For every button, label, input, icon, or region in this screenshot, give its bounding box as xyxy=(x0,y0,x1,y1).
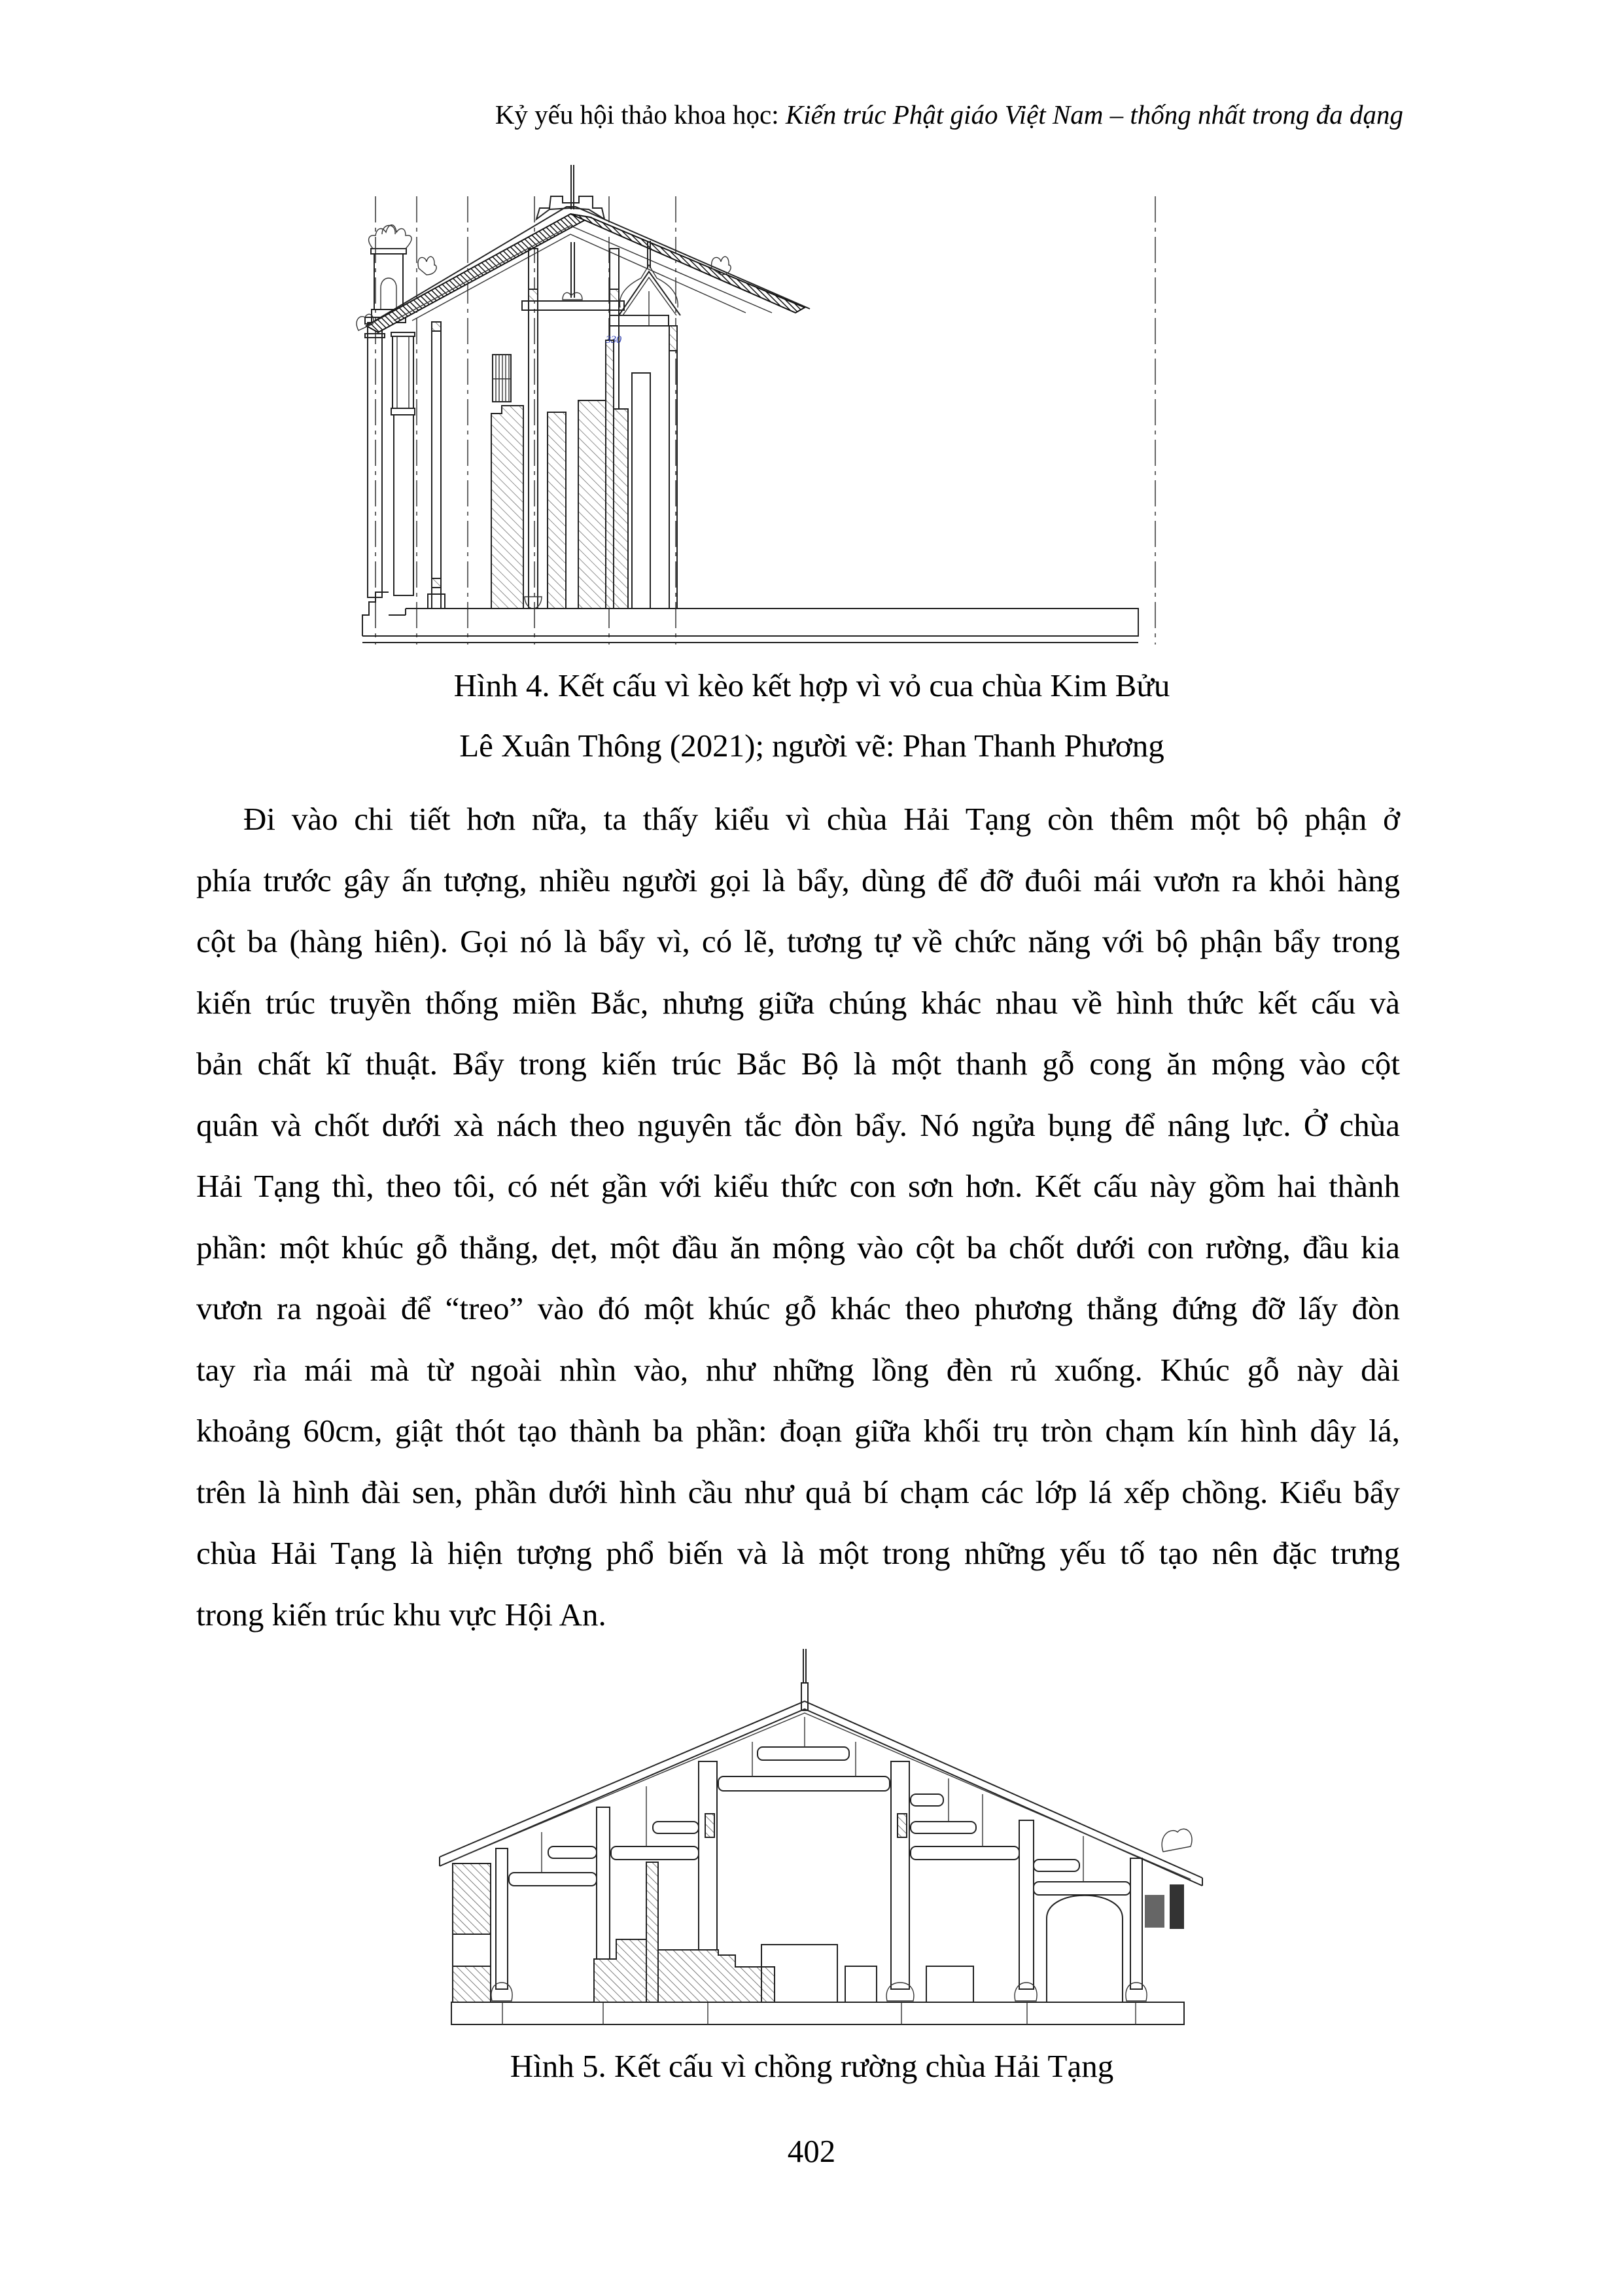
figure-4-drawing xyxy=(353,157,1295,654)
figure-5-drawing xyxy=(425,1636,1236,2041)
figure-5-svg xyxy=(425,1636,1236,2041)
body-line: bản chất kĩ thuật. Bẩy trong kiến trúc Bắc Bộ là một thanh gỗ cong ăn mộng vào cột xyxy=(196,1046,1400,1082)
arch-doorway xyxy=(1047,1896,1123,2002)
figure-4-svg xyxy=(353,157,1295,654)
body-line: kiến trúc truyền thống miền Bắc, nhưng giữa chúng khác nhau về hình thức kết cấu và xyxy=(196,984,1400,1021)
altars xyxy=(761,1945,973,2002)
plinth xyxy=(362,592,1138,643)
main-roof xyxy=(440,1649,1202,1886)
page-number: 402 xyxy=(787,2133,836,2169)
figure-4-credit: Lê Xuân Thông (2021); người vẽ: Phan Thanh Phương xyxy=(459,728,1164,764)
body-line: phần: một khúc gỗ thẳng, dẹt, một đầu ăn mộng vào cột ba chốt dưới con rường, đầu kia xyxy=(196,1229,1400,1265)
running-header xyxy=(393,98,1403,131)
body-line: trong kiến trúc khu vực Hội An. xyxy=(196,1596,606,1633)
running-header-title: Kiến trúc Phật giáo Việt Nam – thống nhất trong đa dạng xyxy=(785,99,1403,130)
body-line: tay rìa mái mà từ ngoài nhìn vào, như những lồng đèn rủ xuống. Khúc gỗ này dài xyxy=(196,1351,1400,1388)
body-line: khoảng 60cm, giật thót tạo thành ba phần: đoạn giữa khối trụ tròn chạm kín hình dây lá, xyxy=(196,1413,1400,1449)
plinth xyxy=(451,2002,1184,2024)
body-line: Đi vào chi tiết hơn nữa, ta thấy kiểu vì chùa Hải Tạng còn thêm một bộ phận ở xyxy=(243,801,1400,837)
body-paragraph xyxy=(196,788,1400,1645)
body-line: chùa Hải Tạng là hiện tượng phổ biến và là một trong những yếu tố tạo nên đặc trưng xyxy=(196,1535,1400,1571)
body-line: Hải Tạng thì, theo tôi, có nét gần với kiểu thức con sơn hơn. Kết cấu này gồm hai thành xyxy=(196,1168,1400,1204)
bracket-ornaments xyxy=(1145,1829,1192,1929)
body-line: trên là hình đài sen, phần dưới hình cầu như quả bí chạm các lớp lá xếp chồng. Kiểu bẩy xyxy=(196,1474,1400,1510)
body-line: quân và chốt dưới xà nách theo nguyên tắc đòn bẩy. Nó ngửa bụng để nâng lực. Ở chùa xyxy=(196,1106,1400,1143)
dimension-label: 330 xyxy=(606,334,621,345)
figure-5-caption: Hình 5. Kết cấu vì chồng rường chùa Hải Tạng xyxy=(510,2048,1114,2084)
body-line: vươn ra ngoài để “treo” vào đó một khúc gỗ khác theo phương thẳng đứng đỡ lấy đòn xyxy=(196,1290,1400,1326)
king-post xyxy=(563,242,582,300)
stacked-beams xyxy=(509,1717,1130,1895)
lotus-tower xyxy=(365,225,415,597)
figure-4-caption: Hình 4. Kết cấu vì kèo kết hợp vì vỏ cua chùa Kim Bửu xyxy=(453,667,1170,703)
body-line: cột ba (hàng hiên). Gọi nó là bẩy vì, có lẽ, tương tự về chức năng với bộ phận bẩy trong xyxy=(196,923,1400,959)
main-roof xyxy=(357,165,810,332)
body-line: phía trước gây ấn tượng, nhiều người gọi là bẩy, dùng để đỡ đuôi mái vươn ra khỏi hàng xyxy=(196,862,1400,898)
running-header-prefix: Kỷ yếu hội thảo khoa học: xyxy=(495,99,786,130)
hatched-blocks xyxy=(453,1862,775,2002)
hatched-blocks xyxy=(491,340,628,609)
lattice-window xyxy=(493,355,511,402)
